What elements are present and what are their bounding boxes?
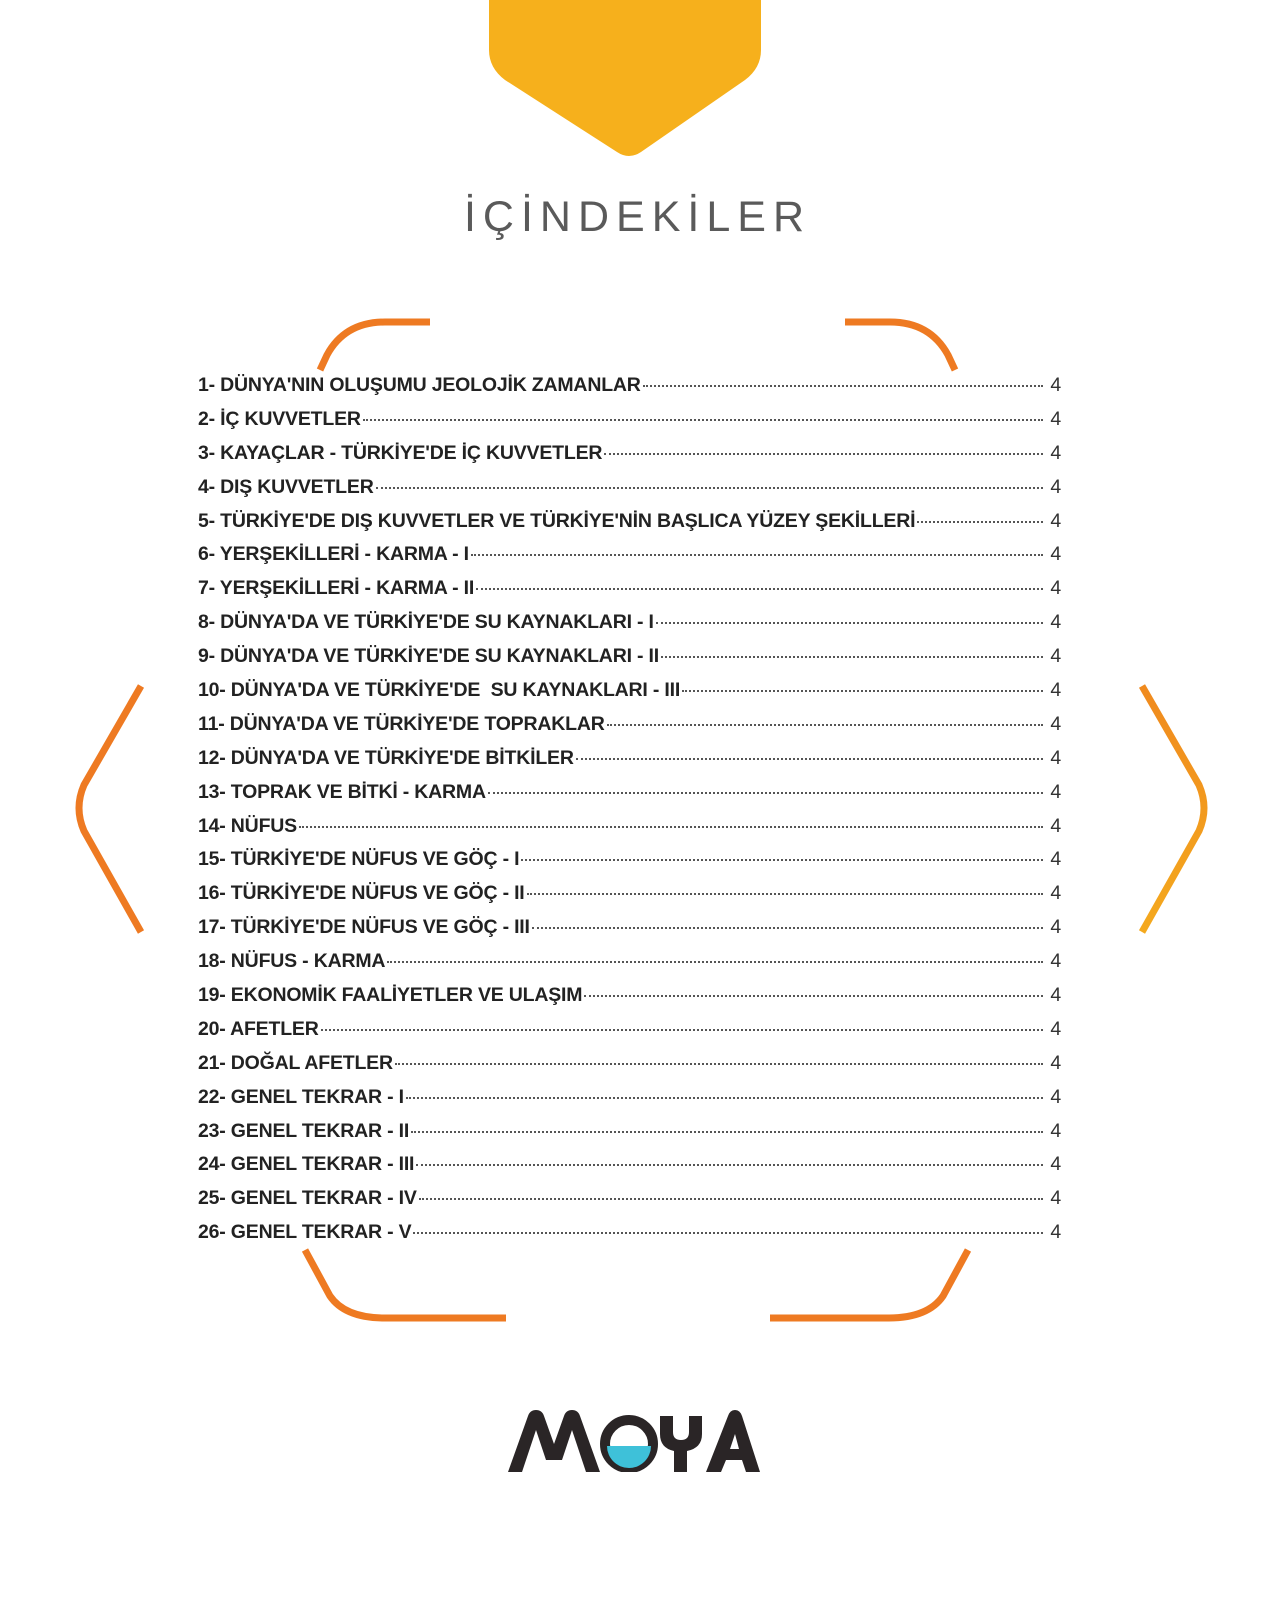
toc-item-page: 4 <box>1050 543 1061 566</box>
toc-item-page: 4 <box>1050 848 1061 871</box>
toc-item-title: 4- DIŞ KUVVETLER <box>198 475 374 498</box>
toc-item-title: 19- EKONOMİK FAALİYETLER VE ULAŞIM <box>198 984 583 1007</box>
dot-leader <box>607 724 1043 726</box>
dot-leader <box>387 961 1043 963</box>
toc-item-title: 24- GENEL TEKRAR - III <box>198 1153 415 1176</box>
toc-item-title: 17- TÜRKİYE'DE NÜFUS VE GÖÇ - III <box>198 916 530 939</box>
table-of-contents <box>198 374 1061 1255</box>
dot-leader <box>299 826 1043 828</box>
toc-item-title: 26- GENEL TEKRAR - V <box>198 1221 412 1244</box>
toc-item[interactable] <box>198 374 1061 408</box>
toc-item-title: 11- DÜNYA'DA VE TÜRKİYE'DE TOPRAKLAR <box>198 712 605 735</box>
toc-item-page: 4 <box>1050 509 1061 532</box>
toc-item[interactable] <box>198 1086 1061 1120</box>
toc-item-page: 4 <box>1050 679 1061 702</box>
toc-item-page: 4 <box>1050 814 1061 837</box>
dot-leader <box>917 521 1043 523</box>
toc-item-title: 8- DÜNYA'DA VE TÜRKİYE'DE SU KAYNAKLARI - I <box>198 611 654 634</box>
toc-item-page: 4 <box>1050 407 1061 430</box>
dot-leader <box>321 1029 1043 1031</box>
toc-item[interactable] <box>198 442 1061 476</box>
toc-item-title: 14- NÜFUS <box>198 814 297 837</box>
toc-item[interactable] <box>198 1187 1061 1221</box>
dot-leader <box>413 1232 1043 1234</box>
toc-item[interactable] <box>198 679 1061 713</box>
dot-leader <box>488 792 1043 794</box>
dot-leader <box>656 622 1043 624</box>
toc-item[interactable] <box>198 815 1061 849</box>
toc-item[interactable] <box>198 882 1061 916</box>
toc-item[interactable] <box>198 781 1061 815</box>
dot-leader <box>532 927 1043 929</box>
page-title: İÇİNDEKİLER <box>463 193 811 241</box>
toc-item-title: 22- GENEL TEKRAR - I <box>198 1085 404 1108</box>
toc-item-title: 5- TÜRKİYE'DE DIŞ KUVVETLER VE TÜRKİYE'NİN BAŞLICA YÜZEY ŞEKİLLERİ <box>198 509 916 532</box>
toc-item-title: 10- DÜNYA'DA VE TÜRKİYE'DE SU KAYNAKLARI - III <box>198 679 681 702</box>
toc-item-title: 16- TÜRKİYE'DE NÜFUS VE GÖÇ - II <box>198 882 525 905</box>
dot-leader <box>661 656 1043 658</box>
toc-item-title: 1- DÜNYA'NIN OLUŞUMU JEOLOJİK ZAMANLAR <box>198 374 641 396</box>
toc-item[interactable] <box>198 577 1061 611</box>
toc-item-title: 12- DÜNYA'DA VE TÜRKİYE'DE BİTKİLER <box>198 746 574 769</box>
toc-item-page: 4 <box>1050 712 1061 735</box>
dot-leader <box>476 588 1043 590</box>
toc-item-title: 21- DOĞAL AFETLER <box>198 1051 393 1074</box>
toc-item-page: 4 <box>1050 1017 1061 1040</box>
toc-item[interactable] <box>198 1018 1061 1052</box>
toc-item-title: 13- TOPRAK VE BİTKİ - KARMA <box>198 780 486 803</box>
dot-leader <box>376 487 1043 489</box>
toc-item-title: 23- GENEL TEKRAR - II <box>198 1119 410 1142</box>
dot-leader <box>521 859 1043 861</box>
toc-item[interactable] <box>198 984 1061 1018</box>
dot-leader <box>411 1131 1043 1133</box>
toc-item-title: 7- YERŞEKİLLERİ - KARMA - II <box>198 577 475 600</box>
toc-item-page: 4 <box>1050 374 1061 396</box>
toc-item-page: 4 <box>1050 916 1061 939</box>
toc-item-page: 4 <box>1050 611 1061 634</box>
dot-leader <box>471 554 1043 556</box>
toc-item-page: 4 <box>1050 1085 1061 1108</box>
moya-logo <box>508 1410 760 1472</box>
toc-item-page: 4 <box>1050 780 1061 803</box>
dot-leader <box>419 1198 1043 1200</box>
toc-item-page: 4 <box>1050 1153 1061 1176</box>
toc-item-title: 15- TÜRKİYE'DE NÜFUS VE GÖÇ - I <box>198 848 520 871</box>
toc-item-title: 6- YERŞEKİLLERİ - KARMA - I <box>198 543 469 566</box>
dot-leader <box>416 1164 1043 1166</box>
toc-item[interactable] <box>198 747 1061 781</box>
toc-item[interactable] <box>198 408 1061 442</box>
toc-item-title: 9- DÜNYA'DA VE TÜRKİYE'DE SU KAYNAKLARI - II <box>198 645 659 668</box>
dot-leader <box>576 758 1043 760</box>
toc-item-title: 25- GENEL TEKRAR - IV <box>198 1187 417 1210</box>
toc-item[interactable] <box>198 950 1061 984</box>
toc-item-title: 18- NÜFUS - KARMA <box>198 950 386 973</box>
toc-item[interactable] <box>198 476 1061 510</box>
dot-leader <box>406 1097 1043 1099</box>
dot-leader <box>643 385 1043 387</box>
toc-item[interactable] <box>198 1120 1061 1154</box>
dot-leader <box>604 453 1043 455</box>
toc-item[interactable] <box>198 1221 1061 1255</box>
toc-item[interactable] <box>198 645 1061 679</box>
toc-item[interactable] <box>198 1153 1061 1187</box>
toc-item-page: 4 <box>1050 950 1061 973</box>
toc-item-page: 4 <box>1050 577 1061 600</box>
dot-leader <box>682 690 1043 692</box>
toc-item-page: 4 <box>1050 984 1061 1007</box>
toc-item-page: 4 <box>1050 441 1061 464</box>
toc-item-title: 3- KAYAÇLAR - TÜRKİYE'DE İÇ KUVVETLER <box>198 441 603 464</box>
toc-item-page: 4 <box>1050 746 1061 769</box>
toc-item[interactable] <box>198 510 1061 544</box>
toc-item-page: 4 <box>1050 645 1061 668</box>
toc-item[interactable] <box>198 916 1061 950</box>
dot-leader <box>363 419 1043 421</box>
dot-leader <box>395 1063 1043 1065</box>
toc-item[interactable] <box>198 713 1061 747</box>
dot-leader <box>527 893 1043 895</box>
toc-item-title: 2- İÇ KUVVETLER <box>198 407 361 430</box>
toc-item-title: 20- AFETLER <box>198 1017 319 1040</box>
toc-item[interactable] <box>198 848 1061 882</box>
toc-item-page: 4 <box>1050 1119 1061 1142</box>
toc-item-page: 4 <box>1050 882 1061 905</box>
toc-item[interactable] <box>198 611 1061 645</box>
toc-item[interactable] <box>198 543 1061 577</box>
toc-item-page: 4 <box>1050 1051 1061 1074</box>
toc-item-page: 4 <box>1050 475 1061 498</box>
toc-item-page: 4 <box>1050 1221 1061 1244</box>
toc-item[interactable] <box>198 1052 1061 1086</box>
toc-item-page: 4 <box>1050 1187 1061 1210</box>
dot-leader <box>584 995 1043 997</box>
